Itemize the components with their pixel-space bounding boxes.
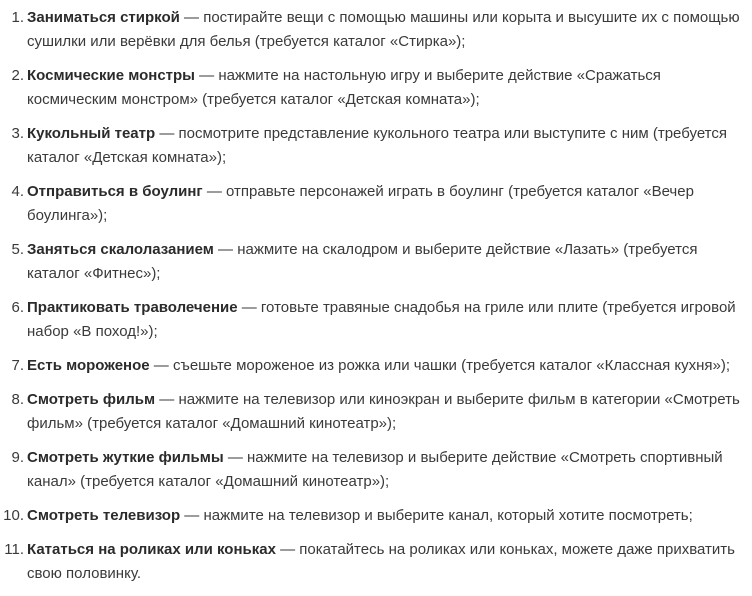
item-description: — нажмите на телевизор или киноэкран и выберите фильм в категории «Смотреть фильм» (требуется каталог «Домашний кинотеатр»); (27, 391, 740, 432)
item-title: Практиковать траволечение (27, 299, 238, 316)
list-item (0, 296, 752, 344)
list-item (0, 388, 752, 436)
item-description: — постирайте вещи с помощью машины или корыта и высушите их с помощью сушилки или верёвки для белья (требуется каталог «Стирка»); (27, 9, 740, 50)
item-title: Смотреть жуткие фильмы (27, 449, 224, 466)
item-description: — отправьте персонажей играть в боулинг (требуется каталог «Вечер боулинга»); (27, 183, 694, 224)
item-number: 1 . (0, 6, 24, 30)
item-number: 8 . (0, 388, 24, 412)
list-item (0, 64, 752, 112)
item-number: 9 . (0, 446, 24, 470)
item-description: — нажмите на телевизор и выберите действие «Смотреть спортивный канал» (требуется каталог «Домашний кинотеатр»); (27, 449, 723, 490)
item-title: Отправиться в боулинг (27, 183, 203, 200)
list-item (0, 122, 752, 170)
item-number: 11 . (0, 538, 24, 562)
list-item (0, 538, 752, 586)
item-description: — съешьте мороженое из рожка или чашки (требуется каталог «Классная кухня»); (153, 357, 731, 374)
item-description: — посмотрите представление кукольного театра или выступите с ним (требуется каталог «Детская комната»); (27, 125, 727, 166)
item-description: — покатайтесь на роликах или коньках, можете даже прихватить свою половинку. (27, 541, 735, 582)
item-number: 5 . (0, 238, 24, 262)
item-number: 4 . (0, 180, 24, 204)
activity-list (0, 6, 752, 586)
list-item (0, 238, 752, 286)
item-description: — нажмите на настольную игру и выберите действие «Сражаться космическим монстром» (требуется каталог «Детская комната»); (27, 67, 661, 108)
item-title: Смотреть телевизор (27, 507, 181, 524)
item-title: Космические монстры (27, 67, 195, 84)
item-number: 7 . (0, 354, 24, 378)
list-item (0, 180, 752, 228)
item-title: Есть мороженое (27, 357, 150, 374)
list-item (0, 6, 752, 54)
item-number: 2 . (0, 64, 24, 88)
list-item (0, 354, 752, 378)
item-number: 10 . (0, 504, 24, 528)
item-description: — нажмите на телевизор и выберите канал, который хотите посмотреть; (184, 507, 693, 524)
item-title: Кукольный театр (27, 125, 156, 142)
item-title: Смотреть фильм (27, 391, 156, 408)
item-description: — нажмите на скалодром и выберите действие «Лазать» (требуется каталог «Фитнес»); (27, 241, 698, 282)
item-number: 3 . (0, 122, 24, 146)
item-description: — готовьте травяные снадобья на гриле или плите (требуется игровой набор «В поход!»); (27, 299, 736, 340)
item-title: Заниматься стиркой (27, 9, 180, 26)
item-number: 6 . (0, 296, 24, 320)
item-title: Кататься на роликах или коньках (27, 541, 276, 558)
list-item (0, 504, 752, 528)
list-item (0, 446, 752, 494)
item-title: Заняться скалолазанием (27, 241, 214, 258)
